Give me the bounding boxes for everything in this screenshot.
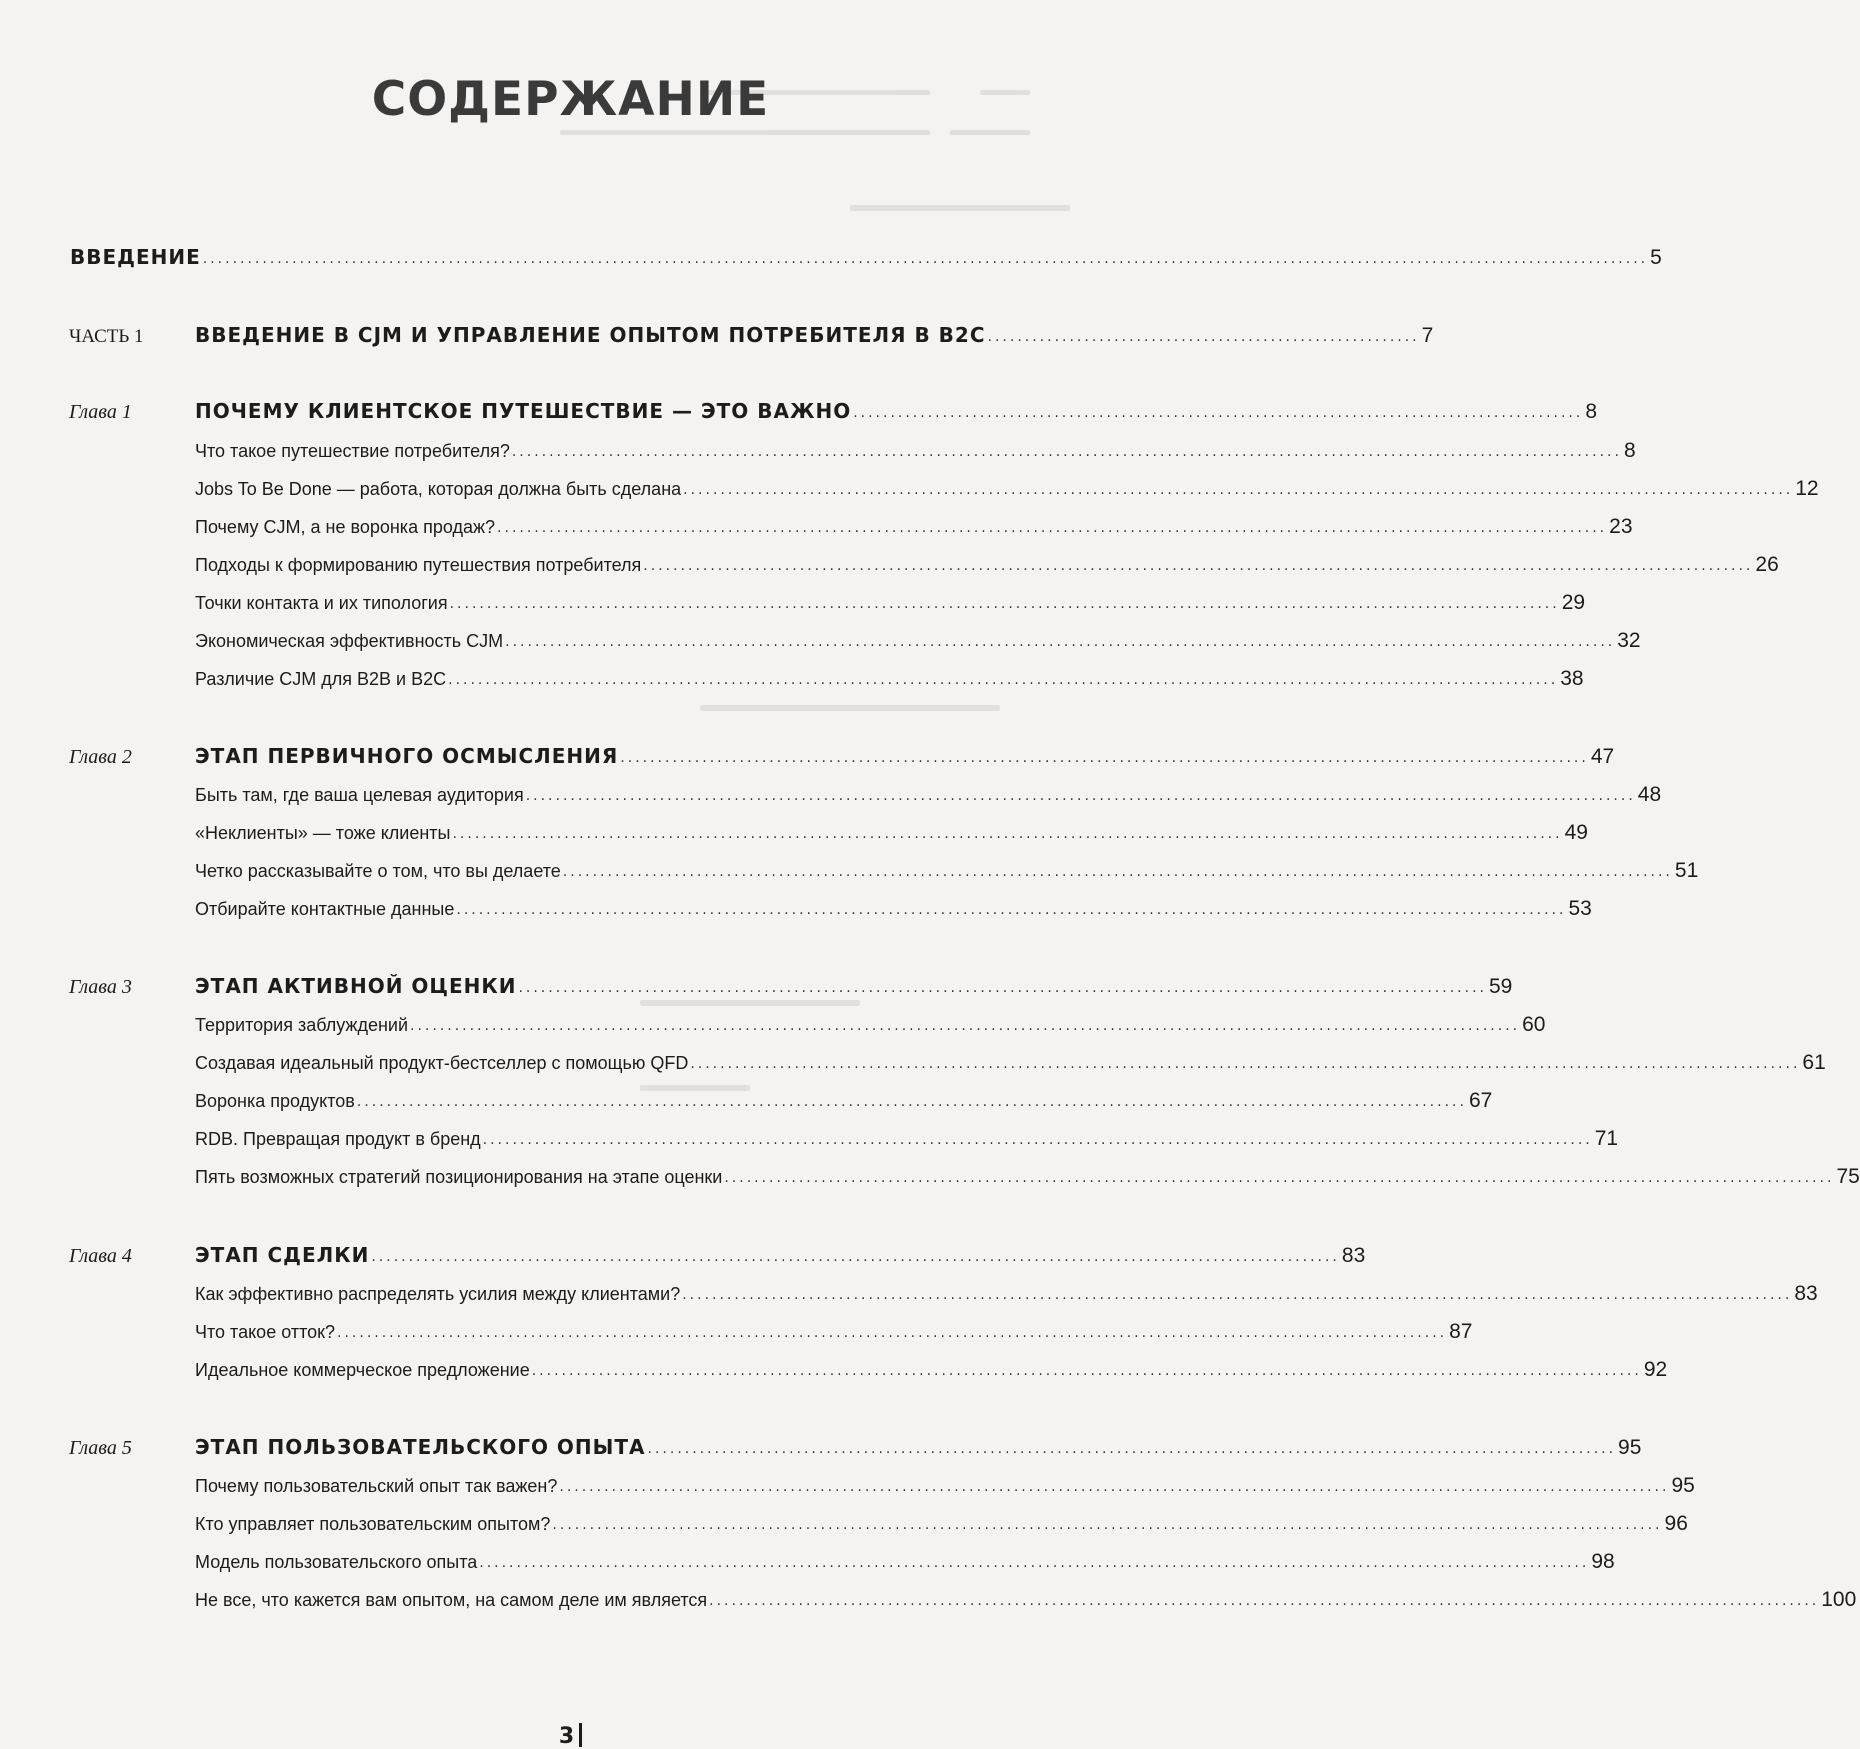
section-title: Jobs To Be Done — работа, которая должна быть сделана	[195, 479, 682, 499]
toc-section[interactable]	[195, 667, 1584, 691]
leader-dots: .....................................................................................................................................................	[531, 1363, 1642, 1379]
leader-dots: .....................................................................................................................................................	[356, 1094, 1467, 1110]
section-page: 8	[1623, 439, 1636, 462]
toc-section[interactable]	[195, 1588, 1857, 1612]
toc-section[interactable]	[195, 1320, 1473, 1344]
page-number	[0, 1723, 1141, 1749]
section-page: 23	[1609, 515, 1633, 538]
section-page: 98	[1591, 1550, 1615, 1573]
section-title: Модель пользовательского опыта	[195, 1552, 478, 1572]
leader-dots: .....................................................................................................................................................	[683, 482, 1794, 498]
toc-chapter-4[interactable]	[195, 1243, 1366, 1268]
toc-section[interactable]	[195, 439, 1636, 463]
toc-section[interactable]	[195, 1512, 1688, 1536]
section-title: Как эффективно распределять усилия между клиентами?	[195, 1284, 681, 1304]
section-title: Подходы к формированию путешествия потребителя	[195, 555, 642, 575]
section-page: 53	[1568, 897, 1592, 920]
toc-part-title: ВВЕДЕНИЕ В CJM И УПРАВЛЕНИЕ ОПЫТОМ ПОТРЕБИТЕЛЯ В B2C	[195, 323, 986, 347]
leader-dots: ..................................................................................................	[853, 405, 1584, 421]
chapter-title: ЭТАП АКТИВНОЙ ОЦЕНКИ	[195, 974, 517, 998]
leader-dots: .....................................................................................................................................................	[511, 444, 1622, 460]
section-page: 83	[1794, 1282, 1818, 1305]
chapter-label: Глава 5	[69, 1437, 132, 1459]
section-title: Что такое путешествие потребителя?	[195, 441, 510, 461]
toc-section[interactable]	[195, 629, 1641, 653]
chapter-label: Глава 3	[69, 976, 132, 998]
section-title: Почему пользовательский опыт так важен?	[195, 1476, 558, 1496]
leader-dots: .....................................................................................................................................................	[482, 1132, 1593, 1148]
toc-section[interactable]	[195, 1358, 1668, 1382]
section-page: 51	[1674, 859, 1699, 882]
toc-section[interactable]	[195, 821, 1588, 845]
section-page: 96	[1664, 1512, 1688, 1535]
toc-chapter-3[interactable]	[195, 974, 1513, 999]
toc-section[interactable]	[195, 1165, 1860, 1189]
section-page: 29	[1561, 591, 1586, 614]
toc-intro-page: 5	[1650, 246, 1662, 269]
chapter-page: 83	[1341, 1244, 1366, 1267]
leader-dots: .....................................................................................................................................................	[709, 1593, 1820, 1609]
section-title: Идеальное коммерческое предложение	[195, 1360, 530, 1380]
leader-dots: .....................................................................................................................................................	[682, 1287, 1793, 1303]
section-title: Почему CJM, а не воронка продаж?	[195, 517, 496, 537]
chapter-page: 47	[1590, 745, 1615, 768]
chapter-label: Глава 1	[69, 401, 132, 423]
toc-section[interactable]	[195, 859, 1699, 883]
leader-dots: .....................................................................................................................................................	[552, 1517, 1663, 1533]
leader-dots: .....................................................................................................................................................	[505, 634, 1616, 650]
leader-dots: .....................................................................................................................................................	[337, 1325, 1448, 1341]
section-title: Отбирайте контактные данные	[195, 899, 455, 919]
leader-dots: .....................................................................................................................................................	[562, 864, 1673, 880]
toc-chapter-5[interactable]	[195, 1435, 1642, 1460]
toc-entry-intro[interactable]	[70, 245, 1662, 270]
section-page: 67	[1468, 1089, 1493, 1112]
section-page: 32	[1617, 629, 1641, 652]
page-number-text: 3	[558, 1724, 575, 1749]
section-title: Не все, что кажется вам опытом, на самом деле им является	[195, 1590, 708, 1610]
leader-dots: .....................................................................................................................................................	[479, 1555, 1590, 1571]
leader-dots: .....................................................................................................................................................	[410, 1018, 1521, 1034]
chapter-page: 95	[1618, 1436, 1642, 1459]
chapter-title: ПОЧЕМУ КЛИЕНТСКОЕ ПУТЕШЕСТВИЕ — ЭТО ВАЖНО	[195, 399, 852, 423]
leader-dots: .....................................................................................................................................................	[448, 672, 1559, 688]
toc-intro-title: ВВЕДЕНИЕ	[70, 245, 201, 269]
leader-dots: .....................................................................................................................................................	[643, 558, 1754, 574]
section-page: 26	[1755, 553, 1779, 576]
chapter-title: ЭТАП ПОЛЬЗОВАТЕЛЬСКОГО ОПЫТА	[195, 1435, 646, 1459]
chapter-label: Глава 2	[69, 746, 132, 768]
toc-chapter-2[interactable]	[195, 744, 1615, 769]
toc-section[interactable]	[195, 1013, 1546, 1037]
chapter-title: ЭТАП СДЕЛКИ	[195, 1243, 370, 1267]
leader-dots: ..........................................................	[987, 329, 1420, 345]
toc-section[interactable]	[195, 1089, 1493, 1113]
chapter-label: Глава 4	[69, 1245, 132, 1267]
section-title: «Неклиенты» — тоже клиенты	[195, 823, 451, 843]
leader-dots: .....................................................................................................................................................	[724, 1170, 1835, 1186]
section-title: RDB. Превращая продукт в бренд	[195, 1129, 481, 1149]
leader-dots: ..................................................................................................................................	[620, 750, 1589, 766]
toc-chapter-1[interactable]	[195, 399, 1598, 424]
section-title: Что такое отток?	[195, 1322, 336, 1342]
section-title: Пять возможных стратегий позиционирования на этапе оценки	[195, 1167, 723, 1187]
section-page: 60	[1522, 1013, 1546, 1036]
section-title: Кто управляет пользовательским опытом?	[195, 1514, 551, 1534]
section-title: Различие CJM для B2B и B2C	[195, 669, 447, 689]
toc-section[interactable]	[195, 783, 1662, 807]
leader-dots: .....................................................................................................................................................	[525, 788, 1636, 804]
leader-dots: .....................................................................................................................................................	[452, 826, 1563, 842]
toc-entry-part1[interactable]	[195, 323, 1434, 348]
toc-section[interactable]	[195, 591, 1586, 615]
section-page: 95	[1671, 1474, 1695, 1497]
page-title: СОДЕРЖАНИЕ	[371, 72, 770, 127]
toc-section[interactable]	[195, 477, 1819, 501]
leader-dots: ..................................................................................................................................	[647, 1441, 1617, 1457]
folio-bar	[579, 1723, 582, 1747]
chapter-title: ЭТАП ПЕРВИЧНОГО ОСМЫСЛЕНИЯ	[195, 744, 619, 768]
leader-dots: ..................................................................................................................................................................................................	[202, 251, 1649, 267]
section-title: Точки контакта и их типология	[195, 593, 448, 613]
section-page: 92	[1643, 1358, 1668, 1381]
toc-section[interactable]	[195, 897, 1592, 921]
section-page: 100	[1821, 1588, 1857, 1611]
section-page: 71	[1594, 1127, 1619, 1150]
toc-section[interactable]	[195, 1550, 1615, 1574]
section-page: 48	[1637, 783, 1662, 806]
section-page: 87	[1449, 1320, 1473, 1343]
section-title: Воронка продуктов	[195, 1091, 355, 1111]
section-page: 12	[1795, 477, 1819, 500]
section-page: 75	[1836, 1165, 1860, 1188]
toc-section[interactable]	[195, 1051, 1826, 1075]
toc-section[interactable]	[195, 1474, 1695, 1498]
toc-section[interactable]	[195, 515, 1633, 539]
toc-section[interactable]	[195, 1127, 1619, 1151]
section-page: 61	[1802, 1051, 1826, 1074]
toc-section[interactable]	[195, 553, 1779, 577]
leader-dots: ..................................................................................................................................	[371, 1249, 1340, 1265]
section-title: Экономическая эффективность CJM	[195, 631, 504, 651]
toc-section[interactable]	[195, 1282, 1818, 1306]
chapter-page: 8	[1585, 400, 1598, 423]
section-title: Четко рассказывайте о том, что вы делаете	[195, 861, 561, 881]
chapter-page: 59	[1488, 975, 1513, 998]
leader-dots: ..................................................................................................................................	[518, 980, 1487, 996]
section-page: 38	[1560, 667, 1584, 690]
toc-part-label: ЧАСТЬ 1	[69, 326, 144, 347]
section-title: Территория заблуждений	[195, 1015, 409, 1035]
leader-dots: .....................................................................................................................................................	[449, 596, 1560, 612]
section-page: 49	[1564, 821, 1588, 844]
toc-part-page: 7	[1421, 324, 1434, 347]
leader-dots: .....................................................................................................................................................	[690, 1056, 1801, 1072]
leader-dots: .....................................................................................................................................................	[456, 902, 1567, 918]
section-title: Быть там, где ваша целевая аудитория	[195, 785, 524, 805]
leader-dots: .....................................................................................................................................................	[497, 520, 1608, 536]
section-title: Создавая идеальный продукт-бестселлер с помощью QFD	[195, 1053, 689, 1073]
leader-dots: .....................................................................................................................................................	[559, 1479, 1670, 1495]
